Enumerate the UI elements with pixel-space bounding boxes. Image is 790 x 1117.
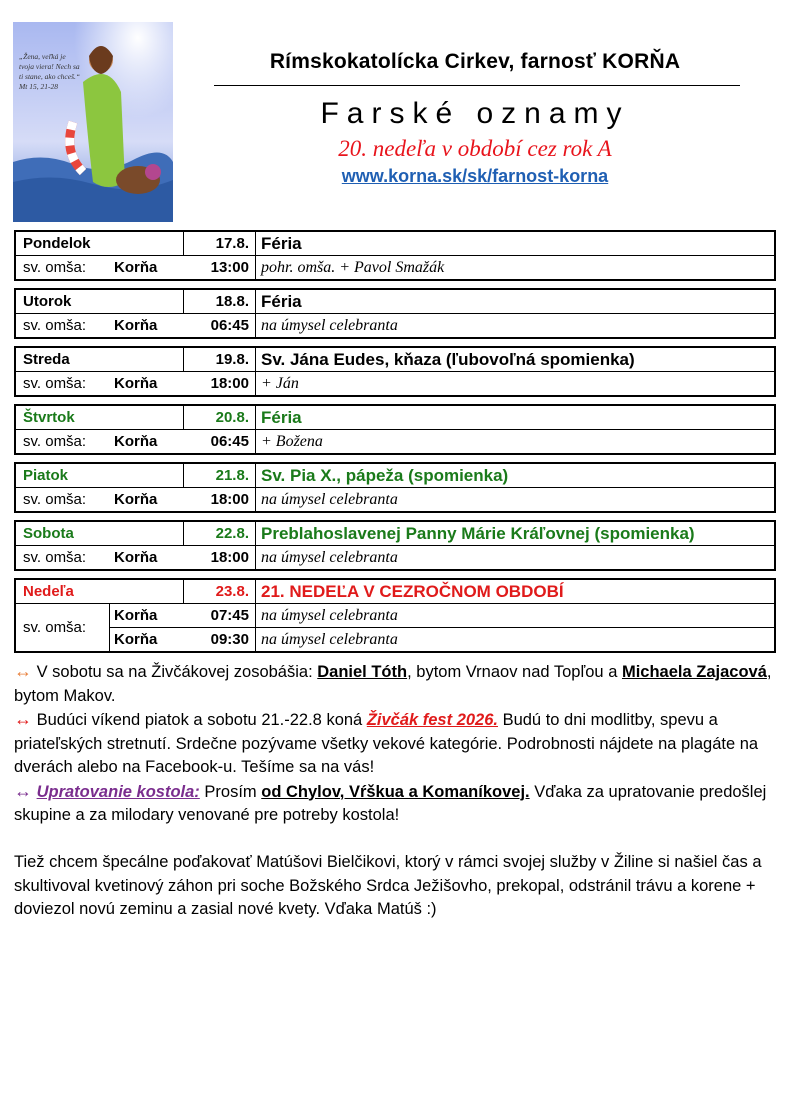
double-arrow-icon: ↔	[14, 780, 32, 801]
announcements	[14, 660, 776, 922]
header-image	[13, 22, 173, 222]
fest-name: Živčák fest 2026.	[366, 711, 498, 729]
mass-time: 13:00	[184, 256, 256, 279]
mass-place: Korňa	[114, 259, 158, 276]
mass-place: Korňa	[114, 549, 158, 566]
day-feast: Sv. Jána Eudes, kňaza (ľubovoľná spomienka)	[261, 349, 635, 369]
mass-place: Korňa	[114, 433, 158, 450]
header-divider	[214, 85, 740, 86]
day-feast: Sv. Pia X., pápeža (spomienka)	[261, 465, 509, 485]
mass-place: Korňa	[114, 491, 158, 508]
mass-time: 07:45	[184, 604, 256, 627]
mass-place: Korňa	[114, 607, 158, 624]
double-arrow-icon: ↔	[14, 661, 32, 681]
day-name: Štvrtok	[16, 406, 184, 429]
bride-name: Michaela Zajacová	[621, 663, 767, 681]
day-date: 17.8.	[184, 232, 256, 255]
mass-place: Korňa	[114, 631, 158, 648]
day-block-friday	[14, 462, 776, 513]
mass-time: 18:00	[184, 546, 256, 569]
mass-intention: na úmysel celebranta	[261, 606, 398, 624]
mass-intention: pohr. omša. + Pavol Smažák	[261, 258, 445, 276]
mass-label: sv. omša:	[23, 491, 87, 508]
mass-time: 06:45	[184, 314, 256, 337]
day-block-wednesday	[14, 346, 776, 397]
mass-time: 09:30	[184, 628, 256, 651]
day-name: Utorok	[16, 290, 184, 313]
day-name: Sobota	[16, 522, 184, 545]
day-block-saturday	[14, 520, 776, 571]
mass-place: Korňa	[114, 317, 158, 334]
parish-website-link[interactable]: www.korna.sk/sk/farnost-korna	[341, 166, 609, 186]
cleaning-group: od Chylov, Vŕškua a Komaníkovej.	[261, 782, 530, 801]
cleaning-label: Upratovanie kostola:	[36, 782, 200, 801]
day-block-thursday	[14, 404, 776, 455]
day-name: Streda	[16, 348, 184, 371]
announcement-cleaning: ↔ Upratovanie kostola: Prosím od Chylov, Vŕškua a Komaníkovej. Vďaka za upratovanie predošlej skupine a za milodary venované pre potreby kostola!	[14, 780, 767, 824]
mass-intention: + Ján	[261, 374, 299, 392]
day-date: 19.8.	[184, 348, 256, 371]
mass-label: sv. omša:	[23, 259, 87, 276]
day-name: Nedeľa	[16, 580, 184, 603]
mass-label: sv. omša:	[16, 604, 110, 651]
mass-time: 18:00	[184, 372, 256, 395]
mass-label: sv. omša:	[23, 549, 87, 566]
mass-label: sv. omša:	[23, 375, 87, 392]
day-block-tuesday	[14, 288, 776, 339]
announcement-wedding: ↔ V sobotu sa na Živčákovej zosobášia: Daniel Tóth, bytom Vrnaov nad Topľou a Michaela Zajacová, bytom Makov.	[14, 661, 772, 705]
day-block-sunday	[14, 578, 776, 653]
page-title: Farské oznamy	[320, 97, 630, 130]
day-feast: Féria	[261, 291, 302, 311]
day-feast: Féria	[261, 407, 302, 427]
day-date: 20.8.	[184, 406, 256, 429]
announcement-fest: ↔ Budúci víkend piatok a sobotu 21.-22.8 koná Živčák fest 2026. Budú to dni modlitby, spevu a priateľských stretnutí. Srdečne pozývame všetky vekové kategórie. Podrobnosti nájdete na plagáte na dverách alebo na Facebook-u. Tešíme sa na vás!	[14, 709, 759, 776]
day-date: 23.8.	[184, 580, 256, 603]
mass-intention: + Božena	[261, 432, 323, 450]
mass-place: Korňa	[114, 375, 158, 392]
double-arrow-icon: ↔	[14, 709, 32, 729]
mass-intention: na úmysel celebranta	[261, 630, 398, 648]
mass-intention: na úmysel celebranta	[261, 316, 398, 334]
parish-title: Rímskokatolícka Cirkev, farnosť KORŇA	[269, 50, 681, 73]
mass-time: 18:00	[184, 488, 256, 511]
mass-intention: na úmysel celebranta	[261, 548, 398, 566]
mass-time: 06:45	[184, 430, 256, 453]
mass-label: sv. omša:	[23, 433, 87, 450]
day-feast: Preblahoslavenej Panny Márie Kráľovnej (spomienka)	[261, 523, 695, 543]
day-date: 21.8.	[184, 464, 256, 487]
mass-intention: na úmysel celebranta	[261, 490, 398, 508]
day-feast: 21. NEDEĽA V CEZROČNOM OBDOBÍ	[261, 581, 564, 601]
day-date: 22.8.	[184, 522, 256, 545]
day-feast: Féria	[261, 233, 302, 253]
day-name: Piatok	[16, 464, 184, 487]
day-block-monday	[14, 230, 776, 281]
announcement-thanks: Tiež chcem špecálne poďakovať Matúšovi Bielčikovi, ktorý v rámci svojej služby v Žiline si našiel čas a skultivoval kvetinový záhon pri soche Božského Srdca Ježišovho, prekopal, odstránil trávu a korene + doviezol novú zeminu a zasial nové kvety. Vďaka Matúš :)	[14, 853, 762, 918]
groom-name: Daniel Tóth	[317, 663, 408, 681]
image-quote: „Žena, veľká je tvoja viera! Nech sa ti stane, ako chceš.“ Mt 15, 21-28	[19, 52, 81, 91]
page-subtitle: 20. nedeľa v období cez rok A	[338, 136, 612, 161]
day-name: Pondelok	[16, 232, 184, 255]
day-date: 18.8.	[184, 290, 256, 313]
mass-label: sv. omša:	[23, 317, 87, 334]
